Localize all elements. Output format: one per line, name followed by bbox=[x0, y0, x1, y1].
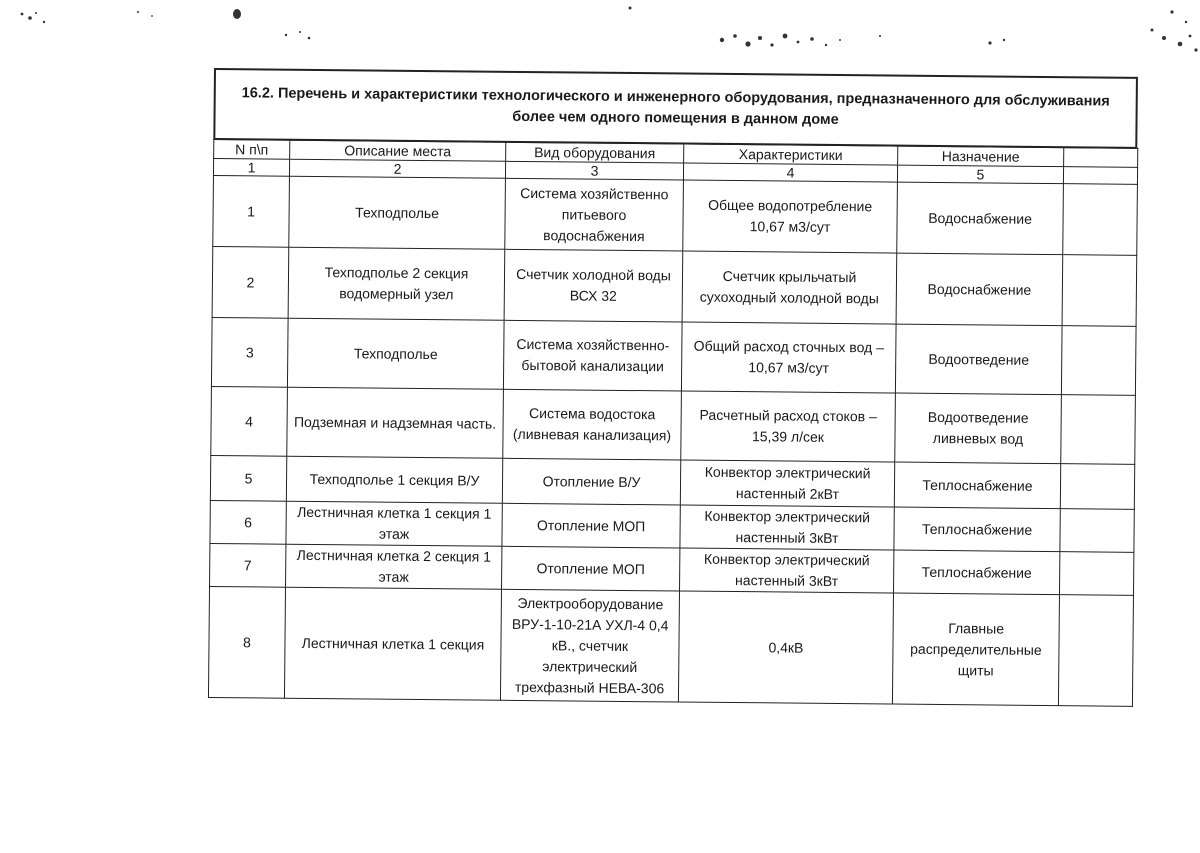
row-number: 8 bbox=[208, 586, 285, 698]
place-cell: Техподполье 2 секция водомерный узел bbox=[288, 247, 505, 320]
column-number: 4 bbox=[683, 163, 897, 182]
place-cell: Лестничная клетка 1 секция bbox=[284, 587, 501, 700]
extra-cell bbox=[1060, 509, 1134, 553]
table-row bbox=[208, 586, 1133, 706]
equipment-table bbox=[208, 139, 1138, 707]
header-cell: Характеристики bbox=[684, 144, 898, 165]
characteristics-cell: Расчетный расход стоков – 15,39 л/сек bbox=[681, 391, 896, 462]
purpose-cell: Водоснабжение bbox=[896, 253, 1063, 326]
characteristics-cell: Счетчик крыльчатый сухоходный холодной воды bbox=[682, 251, 897, 324]
extra-cell bbox=[1058, 595, 1133, 707]
equipment-cell: Электрооборудование ВРУ-1-10-21А УХЛ-4 0,4 кВ., счетчик электрический трехфазный НЕВА-306 bbox=[500, 589, 679, 702]
equipment-cell: Система хозяйственно питьевого водоснабжения bbox=[505, 178, 684, 251]
equipment-sheet bbox=[208, 68, 1140, 745]
column-number: 5 bbox=[897, 165, 1063, 184]
header-cell: Описание места bbox=[290, 140, 506, 161]
column-number: 1 bbox=[213, 159, 289, 177]
header-cell: Вид оборудования bbox=[506, 142, 684, 163]
characteristics-cell: Общий расход сточных вод – 10,67 м3/сут bbox=[681, 322, 896, 393]
header-cell bbox=[1064, 148, 1138, 168]
table-row bbox=[211, 386, 1136, 464]
equipment-cell: Система водостока (ливневая канализация) bbox=[503, 389, 682, 460]
place-cell: Подземная и надземная часть. bbox=[287, 387, 504, 458]
equipment-cell: Отопление МОП bbox=[502, 503, 680, 548]
extra-cell bbox=[1059, 552, 1133, 596]
characteristics-cell: 0,4кВ bbox=[678, 591, 893, 704]
row-number: 6 bbox=[210, 500, 286, 544]
column-number bbox=[1063, 167, 1137, 185]
purpose-cell: Теплоснабжение bbox=[894, 462, 1060, 509]
purpose-cell: Главные распределительные щиты bbox=[892, 593, 1059, 706]
place-cell: Лестничная клетка 2 секция 1 этаж bbox=[286, 544, 502, 589]
equipment-cell: Счетчик холодной воды ВСХ 32 bbox=[504, 249, 683, 322]
section-title-box bbox=[213, 68, 1138, 149]
row-number: 4 bbox=[211, 386, 288, 456]
header-cell: Назначение bbox=[898, 146, 1064, 167]
place-cell: Техподполье 1 секция В/У bbox=[286, 456, 502, 503]
equipment-cell: Отопление МОП bbox=[502, 546, 680, 591]
extra-cell bbox=[1061, 395, 1136, 465]
table-row bbox=[212, 246, 1137, 326]
row-number: 1 bbox=[213, 175, 290, 247]
scan-noise-specks bbox=[0, 0, 1200, 70]
extra-cell bbox=[1060, 464, 1134, 510]
row-number: 3 bbox=[211, 317, 288, 387]
table-row bbox=[213, 175, 1138, 255]
purpose-cell: Водоснабжение bbox=[897, 182, 1064, 255]
equipment-cell: Отопление В/У bbox=[502, 458, 680, 505]
table-row bbox=[211, 317, 1136, 395]
place-cell: Техподполье bbox=[287, 318, 504, 389]
header-cell: N п\п bbox=[214, 140, 290, 160]
extra-cell bbox=[1061, 326, 1136, 396]
row-number: 7 bbox=[210, 543, 286, 587]
column-number: 3 bbox=[505, 161, 683, 180]
characteristics-cell: Конвектор электрический настенный 2кВт bbox=[680, 460, 894, 507]
column-number: 2 bbox=[289, 159, 505, 178]
equipment-cell: Система хозяйственно-бытовой канализации bbox=[503, 320, 682, 391]
characteristics-cell: Конвектор электрический настенный 3кВт bbox=[680, 548, 894, 593]
place-cell: Техподполье bbox=[289, 176, 506, 249]
purpose-cell: Водоотведение ливневых вод bbox=[895, 393, 1062, 464]
purpose-cell: Теплоснабжение bbox=[893, 550, 1059, 595]
extra-cell bbox=[1062, 255, 1137, 327]
section-title: 16.2. Перечень и характеристики технологического и инженерного оборудования, предназначенного для обслуживания более чем одного помещения в данном доме bbox=[241, 85, 1110, 128]
characteristics-cell: Конвектор электрический настенный 3кВт bbox=[680, 505, 894, 550]
row-number: 5 bbox=[210, 455, 286, 501]
place-cell: Лестничная клетка 1 секция 1 этаж bbox=[286, 501, 502, 546]
characteristics-cell: Общее водопотребление 10,67 м3/сут bbox=[683, 180, 898, 253]
purpose-cell: Теплоснабжение bbox=[894, 507, 1060, 552]
row-number: 2 bbox=[212, 246, 289, 318]
extra-cell bbox=[1063, 184, 1138, 256]
purpose-cell: Водоотведение bbox=[895, 324, 1062, 395]
